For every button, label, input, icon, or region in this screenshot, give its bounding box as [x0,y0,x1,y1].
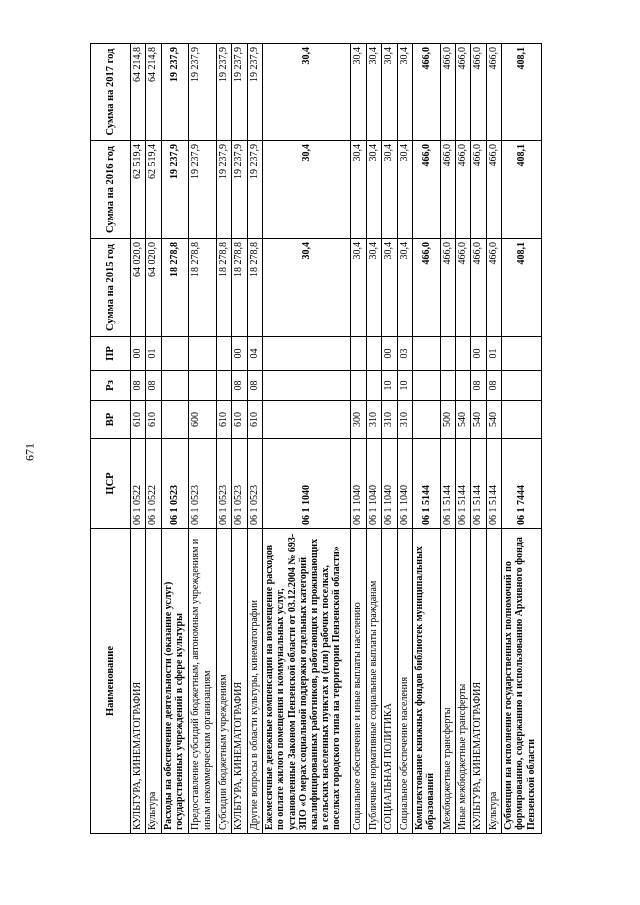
cell-csr: 06 1 5144 [456,439,471,529]
cell-name: Межбюджетные трансферты [440,529,455,834]
table-row [366,44,381,834]
cell-name: Иные межбюджетные трансферты [456,529,471,834]
cell-name: Культура [486,529,501,834]
cell-rz [440,371,455,401]
cell-sum-2016: 408,1 [502,141,542,239]
cell-vr: 310 [366,401,381,439]
cell-rz [413,371,441,401]
table-row [456,44,471,834]
cell-name: Субвенции на исполнение государственных полномочий по формированию, содержанию и использованию Архивного фонда Пензенской области [502,529,542,834]
cell-sum-2016: 30,4 [351,141,366,239]
cell-vr [161,401,189,439]
cell-csr: 06 1 1040 [382,439,397,529]
cell-pr: 03 [397,337,412,371]
cell-name: КУЛЬТУРА, КИНЕМАТОГРАФИЯ [232,529,247,834]
table-header-row [91,44,131,834]
cell-sum-2016: 19 237,9 [161,141,189,239]
cell-pr [216,337,231,371]
header-pr: ПР [91,337,131,371]
cell-sum-2015: 30,4 [263,239,351,337]
table-row [471,44,486,834]
cell-sum-2015: 466,0 [471,239,486,337]
cell-name: Другие вопросы в области культуры, кинематографии [247,529,262,834]
table-row [189,44,217,834]
cell-sum-2016: 62 519,4 [131,141,146,239]
header-name: Наименование [91,529,131,834]
cell-pr [161,337,189,371]
table-row [146,44,161,834]
cell-name: Субсидии бюджетным учреждениям [216,529,231,834]
cell-pr: 00 [382,337,397,371]
cell-sum-2017: 408,1 [502,44,542,141]
cell-sum-2017: 30,4 [263,44,351,141]
cell-sum-2016: 19 237,9 [247,141,262,239]
cell-vr: 500 [440,401,455,439]
cell-rz: 08 [247,371,262,401]
budget-table [90,43,542,834]
cell-vr: 540 [456,401,471,439]
cell-rz [502,371,542,401]
cell-pr: 01 [486,337,501,371]
cell-sum-2017: 19 237,9 [247,44,262,141]
cell-sum-2016: 466,0 [471,141,486,239]
cell-csr: 06 1 0523 [232,439,247,529]
rotated-table-content [90,44,542,834]
cell-sum-2016: 466,0 [413,141,441,239]
cell-sum-2015: 30,4 [351,239,366,337]
cell-rz [161,371,189,401]
cell-vr: 310 [397,401,412,439]
cell-rz [216,371,231,401]
cell-vr: 540 [471,401,486,439]
cell-rz: 10 [382,371,397,401]
table-row [216,44,231,834]
cell-pr: 04 [247,337,262,371]
cell-sum-2016: 30,4 [397,141,412,239]
cell-rz [189,371,217,401]
cell-sum-2015: 18 278,8 [232,239,247,337]
cell-vr: 610 [247,401,262,439]
cell-name: Ежемесячные денежные компенсации на возмещение расходов по оплате жилого помещения и коммунальных услуг, установленные Законом Пензенской области от 03.12.2004 № 693-ЗПО «О мерах социальной поддержки отдельных категорий квалифицированных работников, работающих и проживающих в сельских населенных пунктах и (или) рабочих поселках, поселках городского типа на территории Пензенской области» [263,529,351,834]
cell-pr [189,337,217,371]
cell-vr: 310 [382,401,397,439]
cell-csr: 06 1 1040 [366,439,381,529]
cell-sum-2016: 30,4 [366,141,381,239]
cell-sum-2017: 466,0 [471,44,486,141]
cell-vr: 300 [351,401,366,439]
cell-pr [351,337,366,371]
cell-pr [456,337,471,371]
cell-sum-2016: 19 237,9 [232,141,247,239]
cell-name: Предоставление субсидий бюджетным, автономным учреждениям и иным некоммерческим организациям [189,529,217,834]
cell-csr: 06 1 0522 [146,439,161,529]
cell-pr [366,337,381,371]
cell-vr: 540 [486,401,501,439]
cell-pr: 00 [471,337,486,371]
cell-pr [502,337,542,371]
table-row [413,44,441,834]
cell-sum-2015: 18 278,8 [189,239,217,337]
cell-rz: 08 [471,371,486,401]
cell-rz: 10 [397,371,412,401]
cell-rz: 08 [146,371,161,401]
cell-sum-2015: 18 278,8 [216,239,231,337]
cell-csr: 06 1 5144 [413,439,441,529]
table-row [131,44,146,834]
cell-sum-2017: 19 237,9 [161,44,189,141]
cell-csr: 06 1 1040 [263,439,351,529]
cell-pr: 01 [146,337,161,371]
cell-sum-2017: 30,4 [397,44,412,141]
cell-rz [366,371,381,401]
cell-csr: 06 1 1040 [397,439,412,529]
page-number: 671 [22,443,37,461]
cell-csr: 06 1 7444 [502,439,542,529]
cell-sum-2015: 408,1 [502,239,542,337]
cell-sum-2017: 466,0 [456,44,471,141]
table-row [351,44,366,834]
cell-vr [263,401,351,439]
cell-pr [440,337,455,371]
cell-name: КУЛЬТУРА, КИНЕМАТОГРАФИЯ [131,529,146,834]
cell-sum-2015: 18 278,8 [247,239,262,337]
table-row [486,44,501,834]
table-row [502,44,542,834]
cell-vr: 600 [189,401,217,439]
cell-csr: 06 1 0522 [131,439,146,529]
cell-sum-2015: 18 278,8 [161,239,189,337]
cell-sum-2017: 30,4 [351,44,366,141]
cell-csr: 06 1 1040 [351,439,366,529]
cell-sum-2015: 30,4 [366,239,381,337]
cell-csr: 06 1 0523 [161,439,189,529]
cell-csr: 06 1 0523 [189,439,217,529]
cell-rz: 08 [486,371,501,401]
cell-name: Расходы на обеспечение деятельности (оказание услуг) государственных учреждений в сфере культуры [161,529,189,834]
header-vr: ВР [91,401,131,439]
header-sum-2016: Сумма на 2016 год [91,141,131,239]
cell-sum-2017: 19 237,9 [232,44,247,141]
cell-sum-2017: 19 237,9 [216,44,231,141]
cell-vr [502,401,542,439]
header-rz: Рз [91,371,131,401]
cell-name: Культура [146,529,161,834]
cell-sum-2016: 466,0 [456,141,471,239]
cell-vr: 610 [131,401,146,439]
table-row [440,44,455,834]
cell-name: Публичные нормативные социальные выплаты гражданам [366,529,381,834]
cell-sum-2017: 30,4 [366,44,381,141]
cell-sum-2015: 466,0 [486,239,501,337]
cell-sum-2016: 466,0 [486,141,501,239]
cell-pr [263,337,351,371]
cell-sum-2015: 30,4 [397,239,412,337]
cell-sum-2015: 466,0 [440,239,455,337]
cell-name: Комплектование книжных фондов библиотек муниципальных образований [413,529,441,834]
table-row [247,44,262,834]
cell-sum-2015: 64 020,0 [146,239,161,337]
rotated-table-frame [90,44,542,834]
cell-vr: 610 [146,401,161,439]
cell-rz: 08 [232,371,247,401]
cell-rz [456,371,471,401]
table-body [131,44,542,834]
cell-vr: 610 [216,401,231,439]
table-row [263,44,351,834]
cell-sum-2017: 64 214,8 [131,44,146,141]
header-sum-2015: Сумма на 2015 год [91,239,131,337]
cell-sum-2015: 466,0 [413,239,441,337]
cell-name: Социальное обеспечение и иные выплаты населению [351,529,366,834]
cell-name: КУЛЬТУРА, КИНЕМАТОГРАФИЯ [471,529,486,834]
cell-csr: 06 1 0523 [216,439,231,529]
cell-pr: 00 [232,337,247,371]
cell-csr: 06 1 5144 [440,439,455,529]
cell-pr: 00 [131,337,146,371]
table-row [382,44,397,834]
cell-sum-2017: 30,4 [382,44,397,141]
cell-csr: 06 1 0523 [247,439,262,529]
cell-sum-2015: 30,4 [382,239,397,337]
cell-rz [263,371,351,401]
cell-sum-2016: 19 237,9 [216,141,231,239]
cell-name: СОЦИАЛЬНАЯ ПОЛИТИКА [382,529,397,834]
cell-sum-2017: 466,0 [440,44,455,141]
cell-csr: 06 1 5144 [486,439,501,529]
cell-sum-2017: 19 237,9 [189,44,217,141]
table-row [161,44,189,834]
cell-sum-2016: 30,4 [382,141,397,239]
header-csr: ЦСР [91,439,131,529]
header-sum-2017: Сумма на 2017 год [91,44,131,141]
cell-sum-2016: 466,0 [440,141,455,239]
cell-sum-2016: 19 237,9 [189,141,217,239]
cell-sum-2017: 466,0 [486,44,501,141]
cell-csr: 06 1 5144 [471,439,486,529]
cell-sum-2015: 466,0 [456,239,471,337]
cell-sum-2016: 62 519,4 [146,141,161,239]
cell-sum-2015: 64 020,0 [131,239,146,337]
cell-pr [413,337,441,371]
cell-sum-2017: 466,0 [413,44,441,141]
cell-vr: 610 [232,401,247,439]
cell-rz: 08 [131,371,146,401]
cell-name: Социальное обеспечение населения [397,529,412,834]
table-row [232,44,247,834]
cell-rz [351,371,366,401]
cell-vr [413,401,441,439]
cell-sum-2017: 64 214,8 [146,44,161,141]
cell-sum-2016: 30,4 [263,141,351,239]
table-row [397,44,412,834]
